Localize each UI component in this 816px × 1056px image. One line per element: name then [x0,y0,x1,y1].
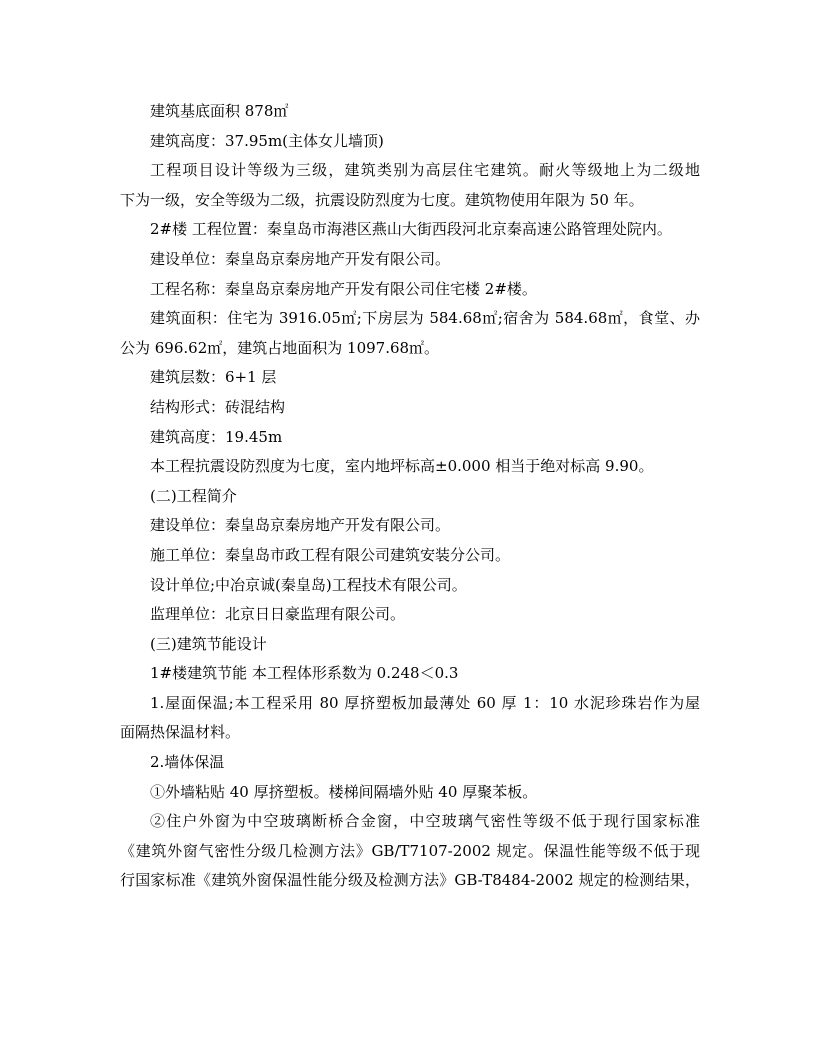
text-line-building-height: 建筑高度：37.95m(主体女儿墙顶) [150,131,384,150]
section-heading-energy-design: (三)建筑节能设计 [150,634,267,653]
text-line-design-grade: 工程项目设计等级为三级，建筑类别为高层住宅建筑。耐火等级地上为二级地 [150,161,700,180]
text-line-shape-coefficient: 1#楼建筑节能 本工程体形系数为 0.248＜0.3 [150,664,459,683]
text-line-client: 建设单位：秦皇岛京秦房地产开发有限公司。 [150,249,451,268]
text-line-design-grade-cont: 下为一级，安全等级为二级，抗震设防烈度为七度。建筑物使用年限为 50 年。 [120,190,644,209]
text-line-roof-insulation-cont: 面隔热保温材料。 [120,723,241,742]
text-line-floor-area: 建筑面积：住宅为 3916.05㎡;下房层为 584.68㎡;宿舍为 584.68㎡，食堂、办 [150,309,700,328]
text-line-supervisor: 监理单位：北京日日豪监理有限公司。 [150,605,406,624]
text-line-designer: 设计单位;中冶京诚(秦皇岛)工程技术有限公司。 [150,575,467,594]
text-line-building2-location: 2#楼 工程位置：秦皇岛市海港区燕山大街西段河北京秦高速公路管理处院内。 [150,220,672,239]
text-line-windows-cont-1: 《建筑外窗气密性分级几检测方法》GB/T7107-2002 规定。保温性能等级不低于现 [120,841,700,860]
text-line-base-area: 建筑基底面积 878㎡ [150,102,289,120]
text-line-seismic: 本工程抗震设防烈度为七度，室内地坪标高±0.000 相当于绝对标高 9.90。 [150,457,654,476]
text-line-structure: 结构形式：砖混结构 [150,397,286,416]
text-line-exterior-wall: ①外墙粘贴 40 厚挤塑板。楼梯间隔墙外贴 40 厚聚苯板。 [150,782,538,801]
text-line-project-name: 工程名称：秦皇岛京秦房地产开发有限公司住宅楼 2#楼。 [150,279,537,298]
text-line-height-2: 建筑高度：19.45m [150,427,283,446]
text-line-client-2: 建设单位：秦皇岛京秦房地产开发有限公司。 [150,516,451,535]
section-heading-project-intro: (二)工程简介 [150,486,237,505]
text-line-wall-insulation: 2.墙体保温 [150,753,225,772]
text-line-floor-area-cont: 公为 696.62㎡，建筑占地面积为 1097.68㎡。 [120,338,440,357]
text-line-windows: ②住户外窗为中空玻璃断桥合金窗，中空玻璃气密性等级不低于现行国家标准 [150,812,700,831]
text-line-windows-cont-2: 行国家标准《建筑外窗保温性能分级及检测方法》GB-T8484-2002 规定的检测结果， [120,871,700,890]
text-line-floors: 建筑层数：6+1 层 [150,368,277,387]
text-line-contractor: 施工单位：秦皇岛市政工程有限公司建筑安装分公司。 [150,545,511,564]
text-line-roof-insulation: 1.屋面保温;本工程采用 80 厚挤塑板加最薄处 60 厚 1：10 水泥珍珠岩作为屋 [150,693,700,712]
document-page [120,97,700,896]
